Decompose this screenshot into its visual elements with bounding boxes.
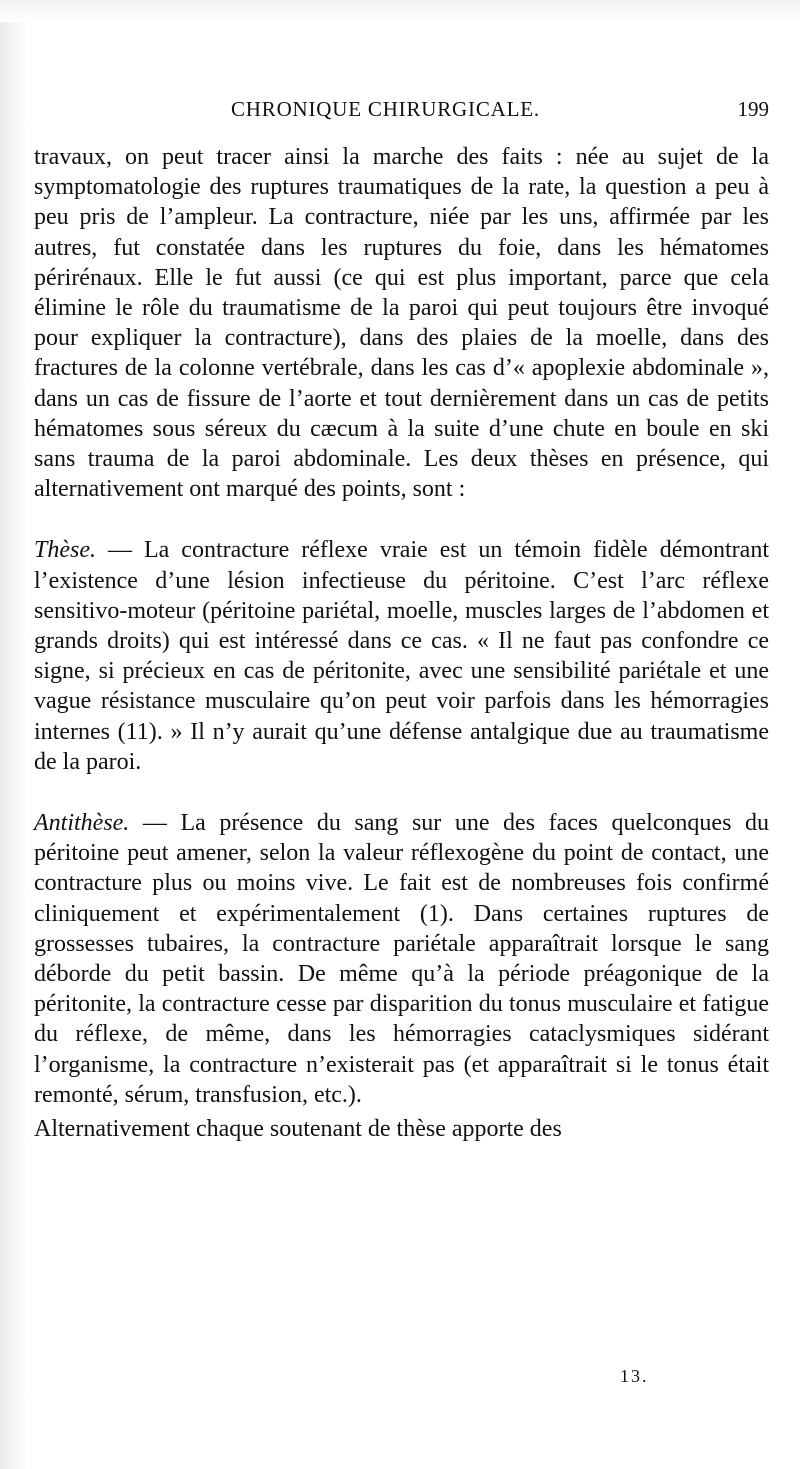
paragraph-spacer xyxy=(34,777,769,808)
paragraph-alternativement-text: Alternativement chaque soutenant de thèse apporte des xyxy=(34,1116,562,1143)
paragraph-these-text: — La contracture réflexe vraie est un témoin fidèle démontrant l’existence d’une lésion infectieuse du péritoine. C’est l’arc réflexe sensitivo-moteur (péritoine pariétal, moelle, muscles larges de l’abdomen et grands droits) qui est intéressé dans ce cas. « Il ne faut pas confondre ce signe, si précieux en cas de péritonite, avec une sensibilité pariétale et une vague résistance musculaire qu’on peut voir parfois dans les hémorragies internes (11). » Il n’y aurait qu’une défense antalgique due au traumatisme de la paroi. xyxy=(34,537,769,775)
paragraph-alternativement xyxy=(34,1114,769,1144)
scan-top-shadow xyxy=(0,0,800,22)
scan-margin-shadow xyxy=(0,0,28,1469)
paragraph-intro xyxy=(34,142,769,504)
page-body xyxy=(34,142,769,1144)
page-number: 199 xyxy=(737,97,769,121)
signature-mark: 13. xyxy=(620,1366,649,1386)
paragraph-antithese xyxy=(34,808,769,1110)
antithese-label: Antithèse. xyxy=(34,810,130,837)
these-label: Thèse. xyxy=(34,537,96,564)
page-header xyxy=(34,97,769,127)
paragraph-these xyxy=(34,535,769,777)
paragraph-spacer xyxy=(34,504,769,535)
paragraph-antithese-text: — La présence du sang sur une des faces quelconques du péritoine peut amener, selon la valeur réflexogène du point de contact, une contracture plus ou moins vive. Le fait est de nombreuses fois confirmé cliniquement et expérimentalement (1). Dans certaines ruptures de grossesses tubaires, la contracture pariétale apparaîtrait lorsque le sang déborde du petit bassin. De même qu’à la période préagonique de la péritonite, la contracture cesse par disparition du tonus musculaire et fatigue du réflexe, de même, dans les hémorragies cataclysmiques sidérant l’organisme, la contracture n’existerait pas (et apparaîtrait si le tonus était remonté, sérum, transfusion, etc.). xyxy=(34,810,769,1108)
paragraph-intro-text: travaux, on peut tracer ainsi la marche des faits : née au sujet de la symptomatologie des ruptures traumatiques de la rate, la question a peu à peu pris de l’ampleur. La contracture, niée par les uns, affirmée par les autres, fut constatée dans les ruptures du foie, dans les hématomes périrénaux. Elle le fut aussi (ce qui est plus important, parce que cela élimine le rôle du traumatisme de la paroi qui peut toujours être invoqué pour expliquer la contracture), dans des plaies de la moelle, dans des fractures de la colonne vertébrale, dans les cas d’« apoplexie abdominale », dans un cas de fissure de l’aorte et tout dernièrement dans un cas de petits hématomes sous séreux du cæcum à la suite d’une chute en boule en ski sans trauma de la paroi abdominale. Les deux thèses en présence, qui alternativement ont marqué des points, sont : xyxy=(34,144,769,503)
running-title: CHRONIQUE CHIRURGICALE. xyxy=(231,97,540,121)
